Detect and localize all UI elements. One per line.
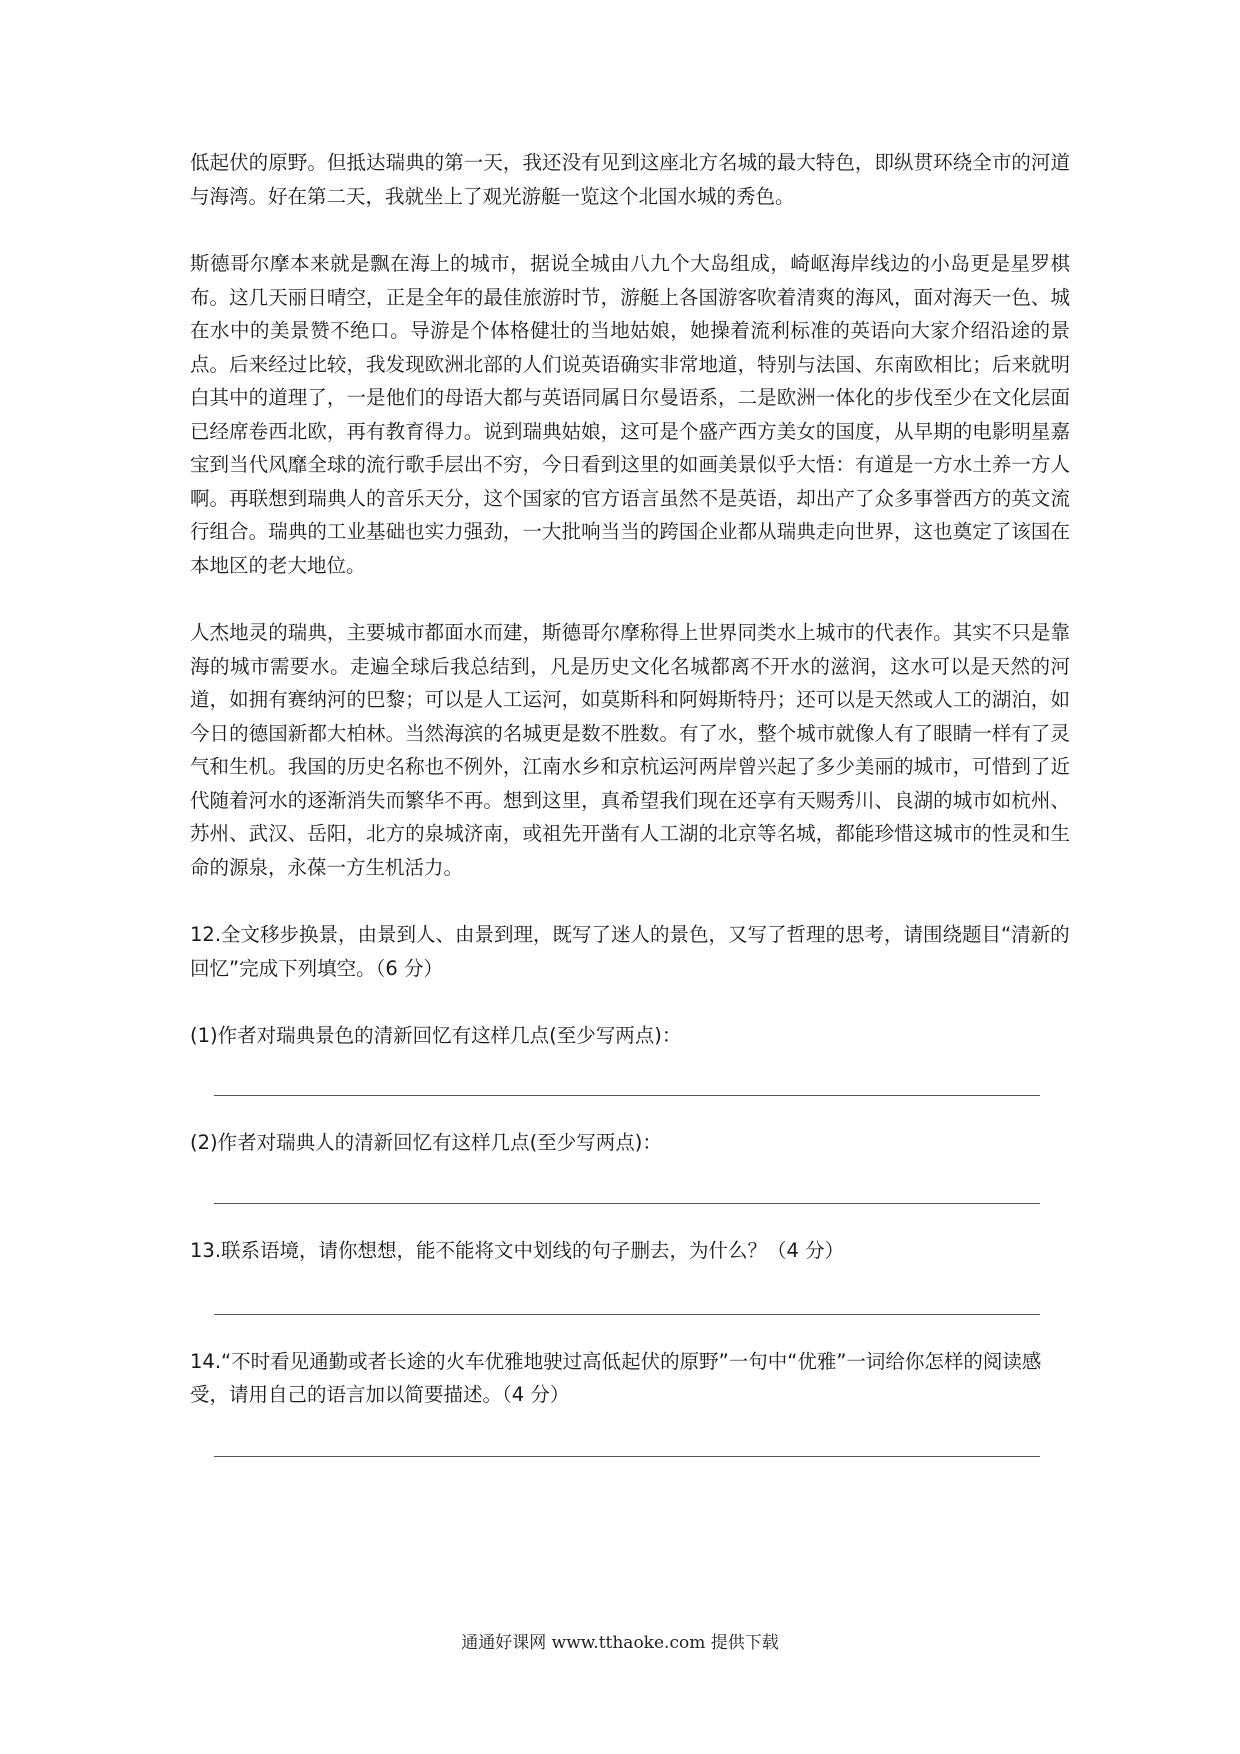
answer-line-13[interactable]	[214, 1314, 1040, 1315]
question-12-part-1: (1)作者对瑞典景色的清新回忆有这样几点(至少写两点)：	[190, 1024, 682, 1047]
question-13: 13.联系语境，请你想想，能不能将文中划线的句子删去，为什么？（4 分）	[190, 1239, 845, 1262]
passage-paragraph-2: 斯德哥尔摩本来就是飘在海上的城市，据说全城由八九个大岛组成，崎岖海岸线边的小岛更是星罗棋布。这几天丽日晴空，正是全年的最佳旅游时节，游艇上各国游客吹着清爽的海风，面对海天一色、城在水中的美景赞不绝口。导游是个体格健壮的当地姑娘，她操着流利标准的英语向大家介绍沿途的景点。后来经过比较，我发现欧洲北部的人们说英语确实非常地道，特别与法国、东南欧相比；后来就明白其中的道理了，一是他们的母语大都与英语同属日尔曼语系，二是欧洲一体化的步伐至少在文化层面已经席卷西北欧，再有教育得力。说到瑞典姑娘，这可是个盛产西方美女的国度，从早期的电影明星嘉宝到当代风靡全球的流行歌手层出不穷，今日看到这里的如画美景似乎大悟：有道是一方水土养一方人啊。再联想到瑞典人的音乐天分，这个国家的官方语言虽然不是英语，却出产了众多事誉西方的英文流行组合。瑞典的工业基础也实力强劲，一大批响当当的跨国企业都从瑞典走向世界，这也奠定了该国在本地区的老大地位。	[190, 252, 1070, 577]
answer-line-14[interactable]	[214, 1456, 1040, 1457]
answer-line-12-2[interactable]	[214, 1203, 1040, 1204]
question-12-part-2: (2)作者对瑞典人的清新回忆有这样几点(至少写两点)：	[190, 1130, 662, 1154]
passage-paragraph-1: 低起伏的原野。但抵达瑞典的第一天，我还没有见到这座北方名城的最大特色，即纵贯环绕全市的河道与海湾。好在第二天，我就坐上了观光游艇一览这个北国水城的秀色。	[190, 151, 1070, 208]
page-footer: 通通好课网 www.tthaoke.com 提供下载	[461, 1633, 779, 1653]
document-page	[190, 146, 1070, 1457]
answer-line-12-1[interactable]	[214, 1095, 1040, 1096]
question-14: 14.“不时看见通勤或者长途的火车优雅地驶过高低起伏的原野”一句中“优雅”一词给你怎样的阅读感受，请用自己的语言加以简要描述。（4 分）	[190, 1349, 1042, 1406]
passage-paragraph-3: 人杰地灵的瑞典，主要城市都面水而建，斯德哥尔摩称得上世界同类水上城市的代表作。其实不只是靠海的城市需要水。走遍全球后我总结到，凡是历史文化名城都离不开水的滋润，这水可以是天然的河道，如拥有赛纳河的巴黎；可以是人工运河，如莫斯科和阿姆斯特丹；还可以是天然或人工的湖泊，如今日的德国新都大柏林。当然海滨的名城更是数不胜数。有了水，整个城市就像人有了眼睛一样有了灵气和生机。我国的历史名称也不例外，江南水乡和京杭运河两岸曾兴起了多少美丽的城市，可惜到了近代随着河水的逐渐消失而繁华不再。想到这里，真希望我们现在还享有天赐秀川、良湖的城市如杭州、苏州、武汉、岳阳，北方的泉城济南，或祖先开凿有人工湖的北京等名城，都能珍惜这城市的性灵和生命的源泉，永葆一方生机活力。	[190, 621, 1070, 879]
question-12: 12.全文移步换景，由景到人、由景到理，既写了迷人的景色，又写了哲理的思考，请围绕题目“清新的回忆”完成下列填空。（6 分）	[190, 923, 1070, 980]
